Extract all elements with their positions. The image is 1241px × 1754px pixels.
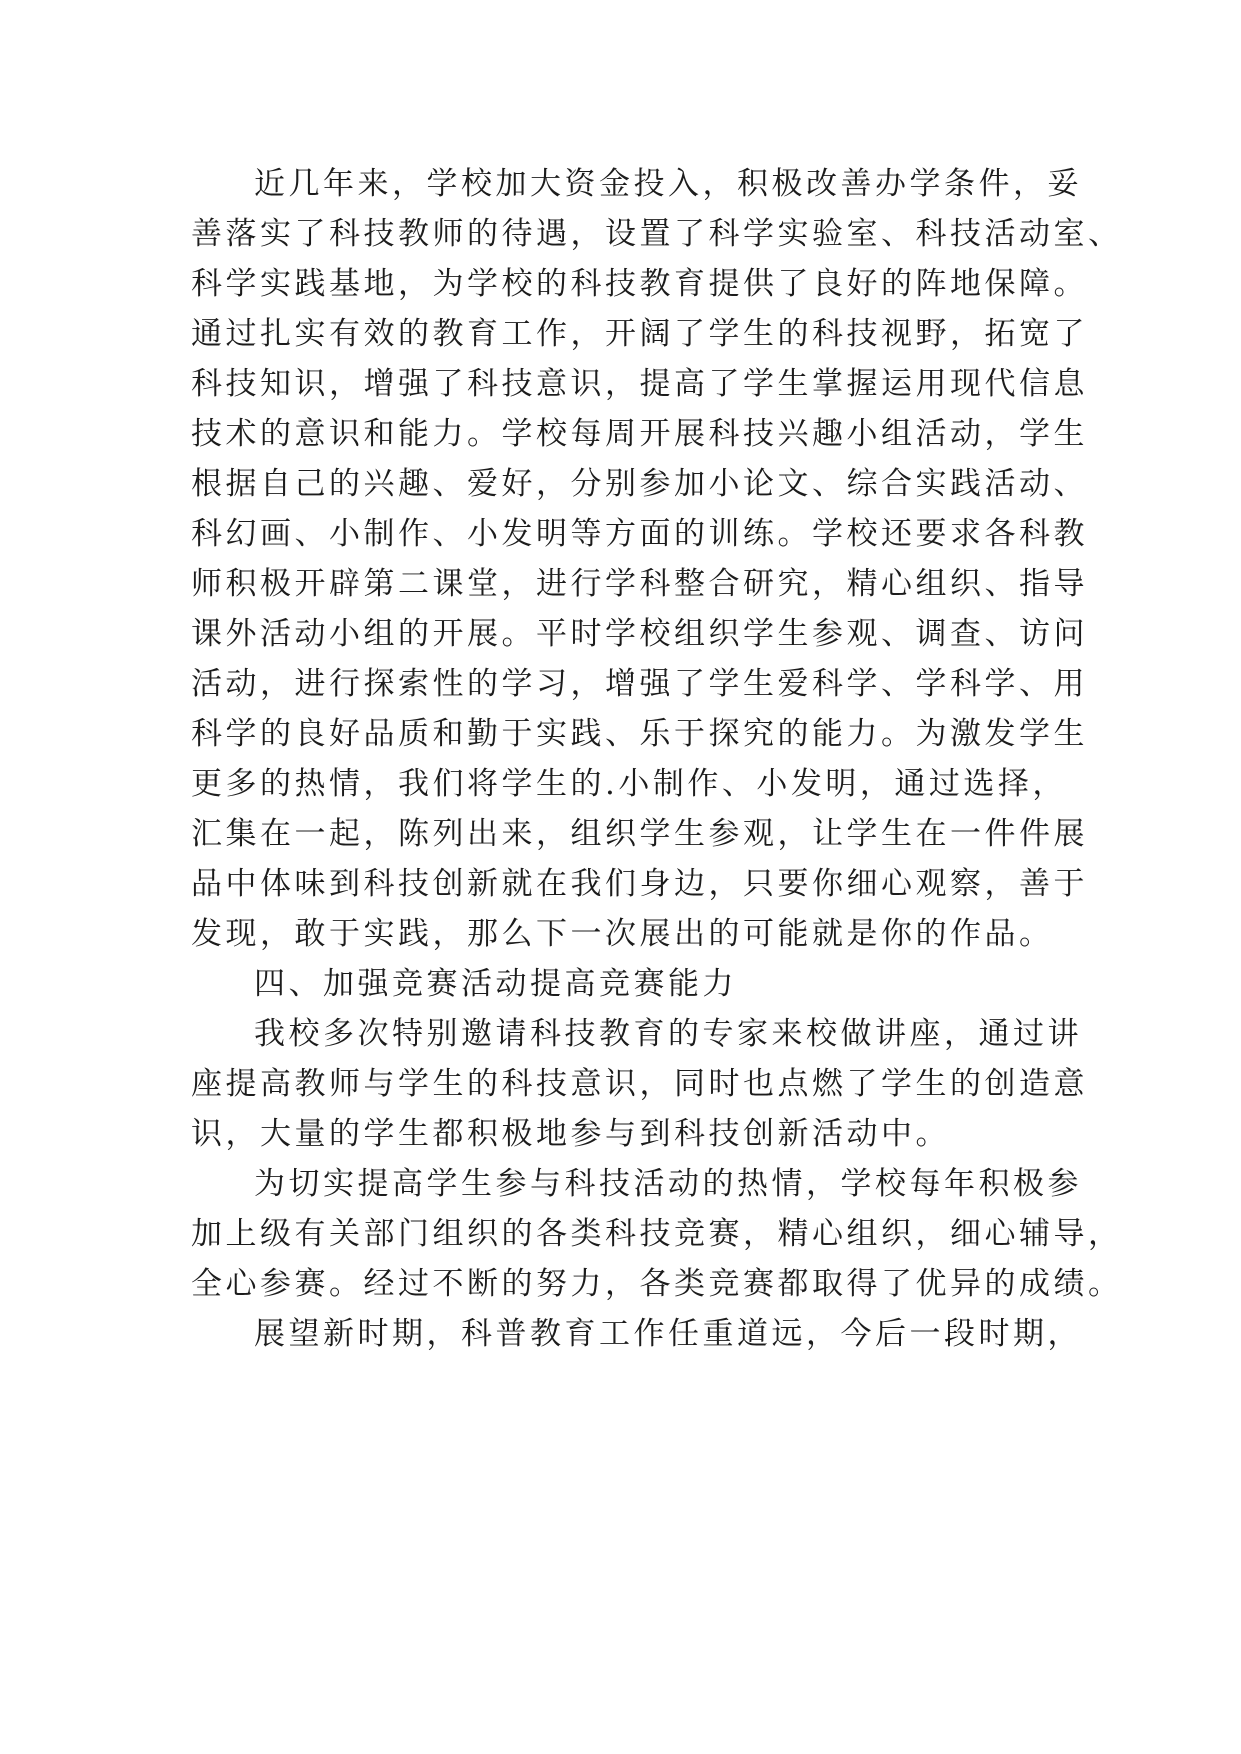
text-line: 师积极开辟第二课堂，进行学科整合研究，精心组织、指导 bbox=[191, 566, 1088, 602]
text-line: 科技知识，增强了科技意识，提高了学生掌握运用现代信息 bbox=[191, 366, 1088, 402]
text-line: 发现，敢于实践，那么下一次展出的可能就是你的作品。 bbox=[191, 916, 1054, 952]
text-line: 善落实了科技教师的待遇，设置了科学实验室、科技活动室、 bbox=[191, 216, 1123, 252]
text-line: 通过扎实有效的教育工作，开阔了学生的科技视野，拓宽了 bbox=[191, 316, 1088, 352]
text-line: 更多的热情，我们将学生的.小制作、小发明，通过选择， bbox=[191, 766, 1067, 802]
text-line: 加上级有关部门组织的各类科技竞赛，精心组织，细心辅导， bbox=[191, 1216, 1123, 1252]
text-line: 品中体味到科技创新就在我们身边，只要你细心观察，善于 bbox=[191, 866, 1088, 902]
text-line: 科幻画、小制作、小发明等方面的训练。学校还要求各科教 bbox=[191, 516, 1088, 552]
text-line: 为切实提高学生参与科技活动的热情，学校每年积极参 bbox=[254, 1166, 1082, 1202]
text-line: 技术的意识和能力。学校每周开展科技兴趣小组活动，学生 bbox=[191, 416, 1088, 452]
text-line: 汇集在一起，陈列出来，组织学生参观，让学生在一件件展 bbox=[191, 816, 1088, 852]
text-line: 座提高教师与学生的科技意识，同时也点燃了学生的创造意 bbox=[191, 1066, 1088, 1102]
text-line: 科学的良好品质和勤于实践、乐于探究的能力。为激发学生 bbox=[191, 716, 1088, 752]
section-heading: 四、加强竞赛活动提高竞赛能力 bbox=[254, 966, 737, 1002]
text-line: 全心参赛。经过不断的努力，各类竞赛都取得了优异的成绩。 bbox=[191, 1266, 1123, 1302]
text-line: 科学实践基地，为学校的科技教育提供了良好的阵地保障。 bbox=[191, 266, 1088, 302]
text-line: 近几年来，学校加大资金投入，积极改善办学条件，妥 bbox=[254, 166, 1082, 202]
text-line: 活动，进行探索性的学习，增强了学生爱科学、学科学、用 bbox=[191, 666, 1088, 702]
text-line: 课外活动小组的开展。平时学校组织学生参观、调查、访问 bbox=[191, 616, 1088, 652]
text-line: 识，大量的学生都积极地参与到科技创新活动中。 bbox=[191, 1116, 950, 1152]
text-line: 根据自己的兴趣、爱好，分别参加小论文、综合实践活动、 bbox=[191, 466, 1088, 502]
text-line: 展望新时期，科普教育工作任重道远，今后一段时期， bbox=[254, 1316, 1082, 1352]
text-line: 我校多次特别邀请科技教育的专家来校做讲座，通过讲 bbox=[254, 1016, 1082, 1052]
